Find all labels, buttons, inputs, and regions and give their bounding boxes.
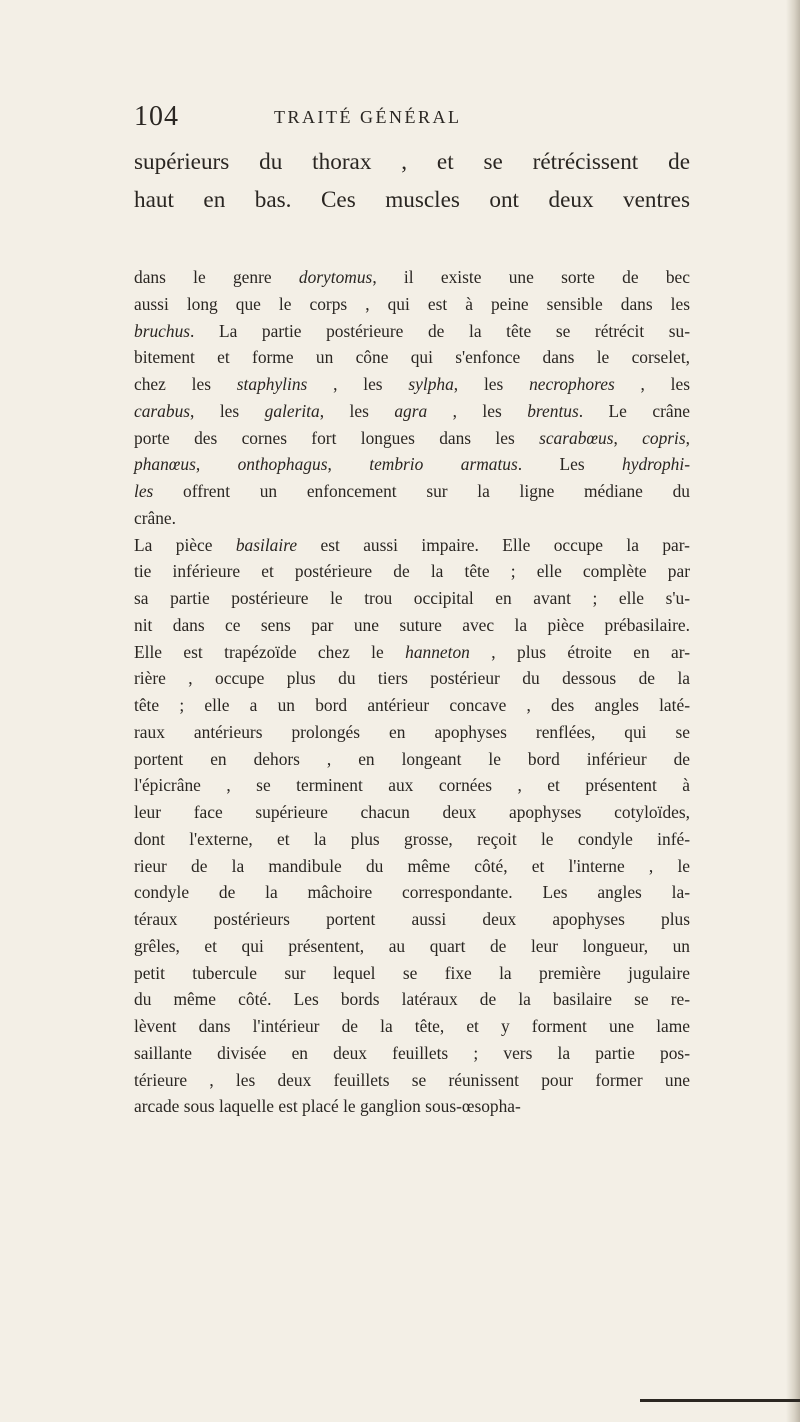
italic-term: brentus	[527, 400, 579, 421]
text-segment: , les	[453, 374, 530, 394]
text-segment: petit tubercule sur lequel se fixe la première jugulaire	[134, 962, 690, 983]
text-segment: arcade sous laquelle est placé le ganglion sous-œsopha-	[134, 1096, 521, 1117]
text-line	[134, 371, 690, 398]
text-line	[134, 799, 690, 826]
text-segment: sa partie postérieure le trou occipital en avant ; elle s'u-	[134, 588, 690, 608]
italic-term: necrophores	[529, 374, 615, 394]
text-segment: chez les	[134, 374, 237, 394]
text-line	[134, 879, 690, 906]
text-segment: crâne.	[134, 507, 176, 528]
text-line	[134, 1067, 690, 1094]
text-line	[134, 772, 690, 799]
text-line	[134, 451, 690, 478]
text-segment: est aussi impaire. Elle occupe la par-	[297, 534, 690, 555]
text-segment: bitement et forme un cône qui s'enfonce dans le corselet,	[134, 347, 690, 368]
italic-term: les	[134, 481, 154, 501]
italic-term: dorytomus	[298, 267, 373, 287]
text-segment: Elle est trapézoïde chez le	[134, 641, 406, 662]
text-segment: téraux postérieurs portent aussi deux apophyses plus	[134, 909, 690, 929]
text-segment: La pièce	[134, 534, 236, 555]
italic-term: tembrio armatus	[369, 454, 518, 475]
running-head	[134, 101, 694, 131]
text-segment: , il existe une sorte de bec	[372, 267, 690, 287]
text-line	[134, 1040, 690, 1067]
text-segment: , les	[319, 400, 395, 421]
text-segment: ,	[685, 427, 690, 448]
text-segment: l'épicrâne , se terminent aux cornées , et présentent à	[134, 775, 690, 796]
text-segment: . Les	[517, 454, 623, 475]
text-line	[134, 853, 690, 880]
text-segment: saillante divisée en deux feuillets ; vers la partie pos-	[134, 1042, 690, 1063]
text-segment: leur face supérieure chacun deux apophyses cotyloïdes,	[134, 802, 690, 822]
text-segment: lèvent dans l'intérieur de la tête, et y forment une lame	[134, 1016, 690, 1036]
header-title: TRAITÉ GÉNÉRAL	[274, 107, 462, 127]
text-segment: grêles, et qui présentent, au quart de leur longueur, un	[134, 935, 690, 956]
text-segment: tie inférieure et postérieure de la tête ; elle complète par	[134, 561, 690, 582]
italic-term: carabus	[134, 400, 191, 421]
italic-term: scarabœus	[539, 427, 614, 448]
text-segment: aussi long que le corps , qui est à peine sensible dans les	[134, 293, 690, 314]
italic-term: basilaire	[235, 534, 298, 555]
text-segment: , les	[427, 400, 528, 421]
italic-term: agra	[394, 400, 428, 421]
text-line	[134, 960, 690, 987]
text-line	[134, 692, 690, 719]
text-line	[134, 344, 690, 371]
text-segment: raux antérieurs prolongés en apophyses renflées, qui se	[134, 721, 690, 742]
text-segment: , les	[614, 374, 690, 394]
text-line	[134, 1013, 690, 1040]
text-line	[134, 505, 690, 532]
text-line	[134, 639, 690, 666]
text-line	[134, 933, 690, 960]
page-edge-shadow	[786, 0, 800, 1422]
text-segment: rieur de la mandibule du même côté, et l'interne , le	[134, 855, 690, 876]
text-line	[134, 425, 690, 452]
italic-term: hanneton	[405, 641, 470, 662]
bottom-rule	[640, 1399, 800, 1402]
text-segment: rière , occupe plus du tiers postérieur du dessous de la	[134, 668, 690, 689]
text-line	[134, 532, 690, 559]
text-line	[134, 478, 690, 505]
text-line	[134, 398, 690, 425]
lead-line: supérieurs du thorax , et se rétrécissent de	[134, 149, 690, 175]
text-line	[134, 585, 690, 612]
text-segment: dont l'externe, et la plus grosse, reçoit le condyle infé-	[134, 828, 690, 849]
text-line	[134, 291, 690, 318]
text-segment: ,	[195, 454, 238, 475]
text-segment: . Le crâne	[578, 400, 690, 421]
text-segment: portent en dehors , en longeant le bord inférieur de	[134, 748, 690, 769]
text-line	[134, 264, 690, 291]
text-segment: , plus étroite en ar-	[469, 641, 690, 662]
text-segment: ,	[327, 454, 370, 475]
lead-paragraph	[134, 143, 690, 219]
text-segment: tête ; elle a un bord antérieur concave , des angles laté-	[134, 695, 690, 715]
text-line	[134, 746, 690, 773]
text-segment: offrent un enfoncement sur la ligne médiane du	[153, 481, 690, 501]
text-line	[134, 612, 690, 639]
italic-term: galerita	[264, 400, 320, 421]
body-text	[134, 264, 690, 1120]
text-segment: nit dans ce sens par une suture avec la pièce prébasilaire.	[134, 614, 690, 635]
text-segment: du même côté. Les bords latéraux de la basilaire se re-	[134, 989, 690, 1010]
text-segment: dans le genre	[134, 267, 299, 287]
italic-term: sylpha	[408, 374, 454, 394]
text-segment: condyle de la mâchoire correspondante. Les angles la-	[134, 882, 690, 903]
text-line	[134, 719, 690, 746]
text-line	[134, 826, 690, 853]
text-segment: , les	[307, 374, 409, 394]
text-segment: . La partie postérieure de la tête se rétrécit su-	[190, 320, 690, 341]
text-line	[134, 986, 690, 1013]
text-line	[134, 1093, 690, 1120]
italic-term: copris	[642, 427, 686, 448]
lead-line: haut en bas. Ces muscles ont deux ventres	[134, 187, 690, 213]
page-number: 104	[134, 101, 179, 132]
italic-term: staphylins	[236, 374, 308, 394]
text-line	[134, 906, 690, 933]
text-segment: porte des cornes fort longues dans les	[134, 427, 540, 448]
text-line	[134, 665, 690, 692]
italic-term: bruchus	[134, 320, 191, 341]
italic-term: hydrophi-	[622, 454, 690, 475]
italic-term: phanœus	[134, 454, 196, 475]
text-segment: ,	[613, 427, 643, 448]
text-line	[134, 558, 690, 585]
italic-term: onthophagus	[237, 454, 328, 475]
text-segment: , les	[190, 400, 265, 421]
text-segment: térieure , les deux feuillets se réunissent pour former une	[134, 1069, 690, 1090]
text-line	[134, 318, 690, 345]
